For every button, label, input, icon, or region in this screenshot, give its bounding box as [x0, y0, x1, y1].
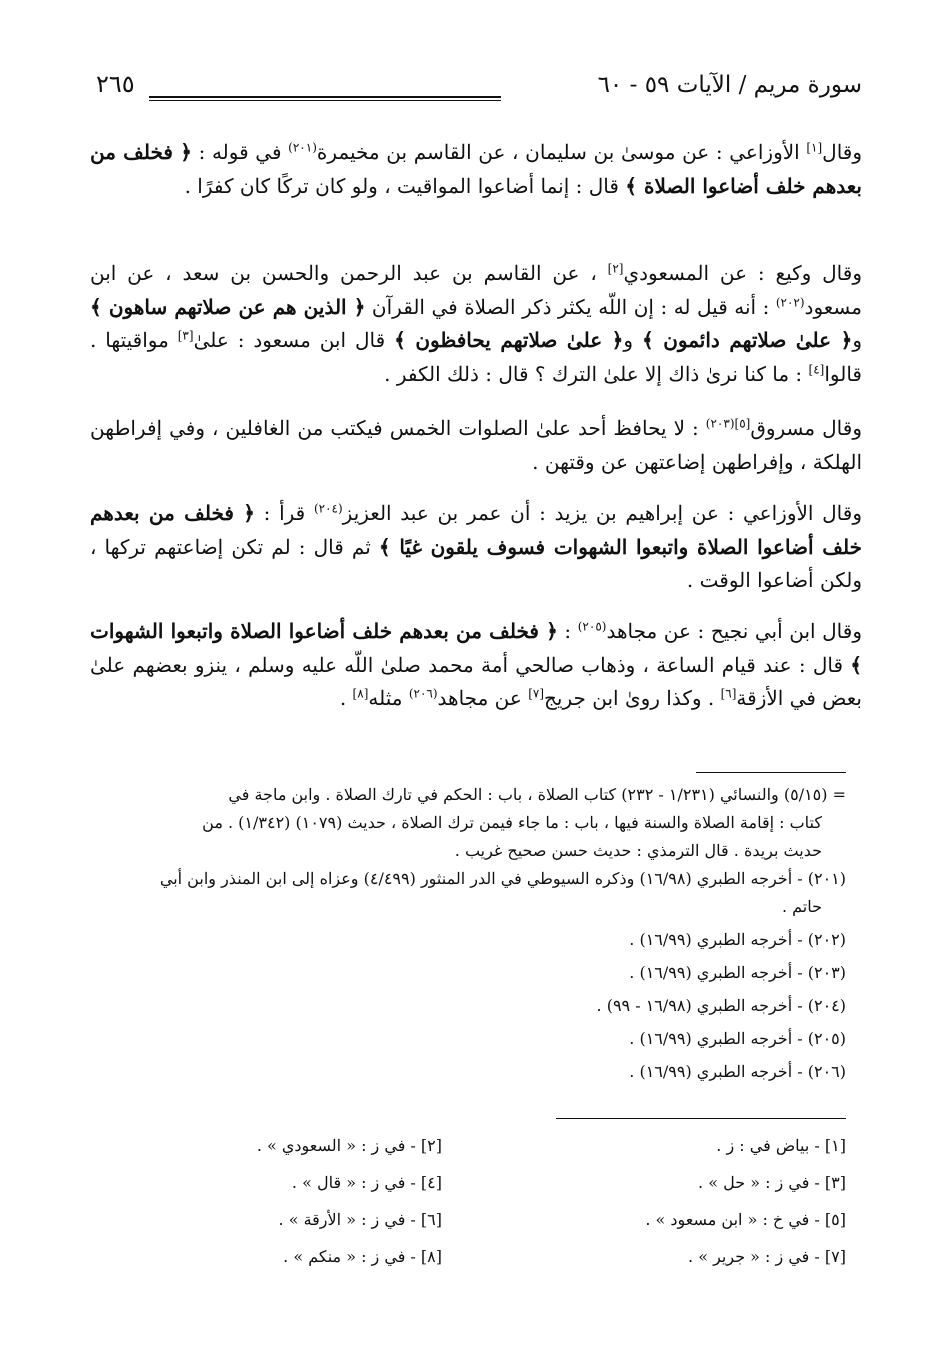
text-run: في قوله :	[191, 140, 289, 164]
footnote-line: حديث بريدة . قال الترمذي : حديث حسن صحيح غريب .	[454, 841, 822, 860]
body-paragraph	[90, 615, 862, 716]
note-marker: (٢٠٤)	[313, 501, 343, 516]
note-marker: (٢٠٦)	[408, 686, 438, 701]
variant-note: [٤] - في ز : « قال » .	[291, 1173, 442, 1192]
note-marker: [٢]	[607, 261, 624, 276]
note-marker: [٦]	[720, 686, 737, 701]
header-rule	[149, 96, 501, 101]
variant-note: [٦] - في ز : « الأرقة » .	[278, 1210, 442, 1229]
text-run: وقال	[822, 140, 862, 164]
text-run: و	[852, 328, 862, 352]
text-run: وقال الأوزاعي : عن إبراهيم بن يزيد : أن عمر بن عبد العزيز	[342, 501, 862, 525]
text-run: وقال وكيع : عن المسعودي	[623, 261, 862, 285]
note-marker: (٢٠٢)	[775, 294, 805, 309]
text-run: ، عن القاسم بن عبد الرحمن والحسن بن سعد ، عن ابن مسعود	[90, 261, 862, 319]
variant-notes-left-column	[257, 1127, 442, 1275]
note-marker: [١]	[806, 140, 823, 155]
quran-quote: ﴿ الذين هم عن صلاتهم ساهون ﴾	[90, 294, 366, 319]
text-run: قال ابن مسعود : علىٰ	[193, 328, 395, 352]
variants-separator	[556, 1118, 846, 1119]
footnote-line: (٢٠٥) - أخرجه الطبري (١٦/٩٩) .	[629, 1029, 846, 1048]
note-marker: (٢٠٣)	[705, 416, 735, 431]
quran-quote: ﴿ علىٰ صلاتهم يحافظون ﴾	[394, 328, 624, 352]
text-run: الأوزاعي : عن موسىٰ بن سليمان ، عن القاسم بن مخيمرة	[316, 140, 807, 164]
note-marker: (٢٠٥)	[577, 619, 607, 634]
text-run: وقال مسروق	[750, 416, 862, 440]
variant-note: [٥] - في خ : « ابن مسعود » .	[645, 1210, 846, 1229]
text-run: ثم قال : لم تكن إضاعتهم تركها ، ولكن أضاعوا الوقت .	[90, 534, 862, 592]
variant-note: [٢] - في ز : « السعودي » .	[256, 1136, 442, 1155]
quran-quote: ﴿ فخلف من بعدهم خلف أضاعوا الصلاة ﴾	[90, 140, 862, 198]
text-run: .	[339, 686, 353, 710]
footnote-line: (٢٠٤) - أخرجه الطبري (١٦/٩٨ - ٩٩) .	[596, 996, 846, 1015]
body-paragraph	[90, 257, 862, 391]
text-run: : أنه قيل له : إن اللّه يكثر ذكر الصلاة في القرآن	[365, 294, 776, 319]
text-run: و	[623, 328, 642, 352]
running-header-title: سورة مريم / الآيات ٥٩ - ٦٠	[597, 72, 862, 98]
text-run: قال : عند قيام الساعة ، وذهاب صالحي أمة محمد صلىٰ اللّه عليه وسلم ، ينزو بعضهم علىٰ بعض في الأزقة	[90, 652, 862, 710]
footnote-line: (٢٠٦) - أخرجه الطبري (١٦/٩٩) .	[629, 1062, 846, 1081]
text-run: . وكذا روىٰ ابن جريج	[544, 686, 721, 710]
text-run: : ما كنا نرىٰ ذاك إلا علىٰ الترك ؟ قال : ذلك الكفر .	[384, 361, 809, 386]
footnote-line: (٢٠٣) - أخرجه الطبري (١٦/٩٩) .	[629, 963, 846, 982]
variant-note: [٨] - في ز : « منكم » .	[283, 1247, 442, 1266]
footnote-separator	[696, 772, 846, 773]
text-run: :	[557, 619, 578, 643]
text-run: عن مجاهد	[437, 686, 529, 710]
footnote-line: كتاب : إقامة الصلاة والسنة فيها ، باب : ما جاء فيمن ترك الصلاة ، حديث (١٠٧٩) (١/٣٤٢) . من	[202, 813, 822, 832]
footnote-line: حاتم .	[781, 897, 822, 916]
text-run: مثله	[368, 686, 409, 710]
note-marker: [٥]	[734, 416, 751, 431]
quran-quote: ﴿ علىٰ صلاتهم دائمون ﴾	[641, 328, 853, 352]
text-run: قرأ :	[254, 501, 314, 525]
note-marker: [٣]	[177, 328, 194, 343]
page-number: ٢٦٥	[96, 70, 135, 98]
footnote-line: (٢٠٢) - أخرجه الطبري (١٦/٩٩) .	[629, 930, 846, 949]
note-marker: (٢٠١)	[288, 140, 317, 155]
note-marker: [٤]	[808, 361, 825, 376]
footnotes	[100, 781, 846, 1086]
variant-note: [٧] - في ز : « جرير » .	[688, 1247, 846, 1266]
body-paragraph	[90, 412, 862, 479]
body-paragraph	[90, 497, 862, 598]
text-run: مواقيتها . قالوا	[90, 328, 862, 386]
text-run: وقال ابن أبي نجيح : عن مجاهد	[606, 619, 862, 643]
variant-note: [٣] - في ز : « حل » .	[698, 1173, 846, 1192]
note-marker: [٧]	[528, 686, 545, 701]
quran-quote: ﴿ فخلف من بعدهم خلف أضاعوا الصلاة واتبعوا الشهوات ﴾	[90, 619, 862, 677]
note-marker: [٨]	[352, 686, 369, 701]
quran-quote: ﴿ فخلف من بعدهم خلف أضاعوا الصلاة واتبعوا الشهوات فسوف يلقون غيًا ﴾	[90, 501, 862, 559]
footnote-line: = (٥/١٥) والنسائي (١/٢٣١ - ٢٣٢) كتاب الصلاة ، باب : الحكم في تارك الصلاة . وابن ماجة في	[228, 785, 846, 804]
text-run: : لا يحافظ أحد علىٰ الصلوات الخمس فيكتب من الغافلين ، وفي إفراطهن الهلكة ، وإفراطهن إضاعتهن عن وقتهن .	[90, 416, 862, 474]
footnote-line: (٢٠١) - أخرجه الطبري (١٦/٩٨) وذكره السيوطي في الدر المنثور (٤/٤٩٩) وعزاه إلى ابن المنذر وابن أبي	[159, 869, 846, 888]
variant-notes-right-column	[645, 1127, 846, 1275]
text-run: قال : إنما أضاعوا المواقيت ، ولو كان تركًا كان كفرًا .	[184, 173, 626, 198]
variant-note: [١] - بياض في : ز .	[716, 1136, 846, 1155]
body-paragraph	[90, 136, 862, 203]
